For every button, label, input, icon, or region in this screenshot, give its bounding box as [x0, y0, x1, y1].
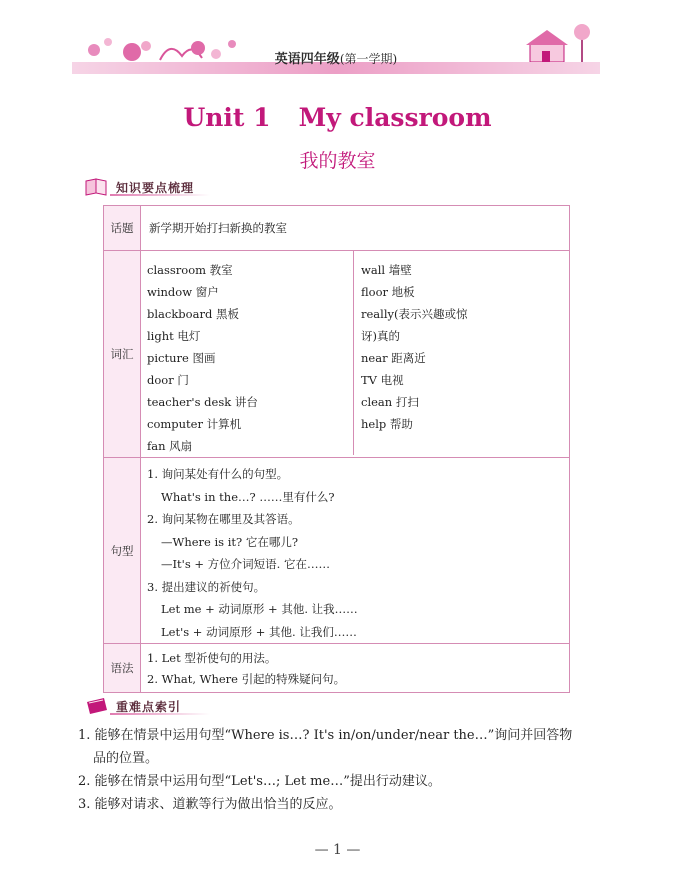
book-subtitle: (第一学期)	[339, 52, 398, 66]
vocab-item: fan 风扇	[147, 439, 193, 453]
list-item: 3. 能够对请求、道歉等行为做出恰当的反应。	[78, 797, 342, 812]
notebook-icon	[84, 696, 110, 716]
list-item: 1. 能够在情景中运用句型“Where is…? It's in/on/under/near the…”询问并回答物	[78, 728, 573, 743]
vocab-item: help 帮助	[361, 417, 413, 431]
table-row	[104, 251, 570, 458]
table-row	[104, 644, 570, 693]
vocab-item: really(表示兴趣或惊	[361, 307, 468, 321]
topic-cell: 新学期开始打扫新换的教室	[141, 206, 570, 251]
sentence-line: Let me + 动词原形 + 其他. 让我……	[161, 602, 358, 616]
sentence-line: Let's + 动词原形 + 其他. 让我们……	[161, 624, 357, 639]
section-keypoints-head	[84, 695, 244, 717]
vocab-item: computer 计算机	[147, 417, 242, 431]
vocab-header: 词汇	[104, 251, 141, 458]
vocab-item: door 门	[147, 373, 189, 387]
vocab-cell	[141, 251, 570, 458]
vocab-item: picture 图画	[147, 351, 216, 365]
list-item: 2. 能够在情景中运用句型“Let's…; Let me…”提出行动建议。	[78, 774, 441, 789]
grammar-line: 1. Let 型祈使句的用法。	[147, 651, 277, 665]
section-keypoints-label: 重难点索引	[116, 699, 182, 714]
section-underline	[110, 713, 210, 715]
vocab-column-2	[361, 259, 501, 457]
section-knowledge-head	[84, 176, 244, 198]
keypoints-list	[78, 724, 608, 816]
vocab-item: light 电灯	[147, 329, 201, 343]
list-item-continuation: 品的位置。	[93, 751, 159, 766]
vocab-item: wall 墙壁	[361, 263, 412, 277]
vocab-item: near 距离近	[361, 351, 426, 365]
unit-chinese-title: 我的教室	[299, 150, 376, 172]
vocab-item: floor 地板	[361, 285, 415, 299]
vocab-item: TV 电视	[361, 373, 404, 387]
page-number: — 1 —	[314, 842, 361, 858]
unit-title	[0, 103, 675, 132]
knowledge-table	[103, 205, 570, 693]
section-underline	[110, 194, 210, 196]
unit-name: My classroom	[298, 103, 492, 132]
sentence-line: 2. 询问某物在哪里及其答语。	[147, 512, 300, 526]
vocab-item: 讶)真的	[361, 329, 400, 343]
book-icon	[84, 177, 110, 197]
sentence-header: 句型	[104, 458, 141, 644]
sentence-line: 3. 提出建议的祈使句。	[147, 579, 266, 594]
grammar-line: 2. What, Where 引起的特殊疑问句。	[147, 672, 346, 686]
book-title: 英语四年级	[274, 52, 340, 67]
vocab-item: classroom 教室	[147, 263, 233, 277]
sentence-line: What's in the…? ……里有什么?	[161, 489, 335, 504]
vocab-item: window 窗户	[147, 285, 219, 299]
unit-number: Unit 1	[183, 103, 271, 132]
sentence-line: 1. 询问某处有什么的句型。	[147, 467, 289, 481]
vocab-item: clean 打扫	[361, 395, 419, 409]
grammar-cell	[141, 644, 570, 693]
sentence-line: —It's + 方位介词短语. 它在……	[161, 557, 330, 571]
vocab-column-1	[141, 259, 361, 457]
table-row	[104, 458, 570, 644]
grammar-header: 语法	[104, 644, 141, 693]
topic-header: 话题	[104, 206, 141, 251]
sentence-cell	[141, 458, 570, 644]
table-row	[104, 206, 570, 251]
vocab-item: teacher's desk 讲台	[147, 395, 258, 409]
section-knowledge-label: 知识要点梳理	[116, 180, 195, 195]
sentence-line: —Where is it? 它在哪儿?	[161, 534, 299, 549]
vocab-column-divider	[353, 250, 354, 455]
page-header	[72, 22, 600, 74]
header-title	[72, 48, 600, 67]
vocab-item: blackboard 黑板	[147, 307, 239, 321]
